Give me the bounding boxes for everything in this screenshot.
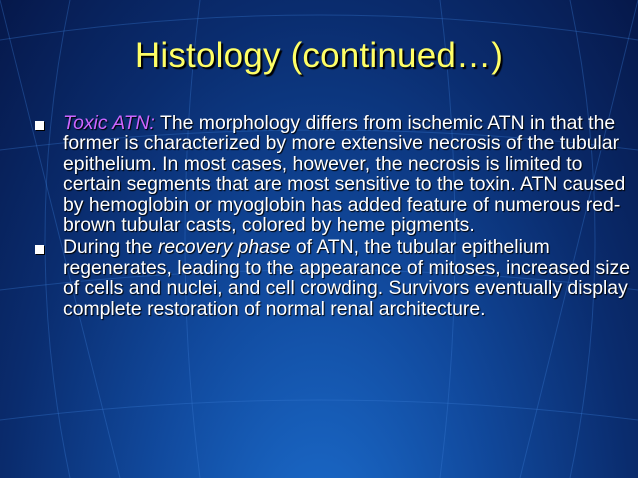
emphasized-term: recovery phase — [157, 236, 291, 259]
square-bullet-icon — [35, 121, 44, 130]
bullet-list — [35, 113, 633, 321]
bullet-text-before: During the — [63, 236, 158, 259]
square-bullet-icon — [35, 245, 44, 254]
bullet-item — [35, 113, 633, 235]
bullet-text-after: of ATN, the tubular epithelium regenerates, leading to the appearance of mitoses, increased size of cells and nuclei, and cell crowding. Survivors eventually display complete restoration of normal renal architecture. — [63, 236, 630, 320]
lead-term: Toxic ATN: — [63, 112, 155, 134]
bullet-body-text: The morphology differs from ischemic ATN in that the former is characterized by more extensive necrosis of the tubular epithelium. In most cases, however, the necrosis is limited to certain segments that are most sensitive to the toxin. ATN caused by hemoglobin or myoglobin has added feature of numerous red-brown tubular casts, colored by heme pigments. — [63, 112, 626, 237]
bullet-item — [35, 237, 633, 319]
slide-title: Histology (continued…) — [134, 36, 504, 75]
